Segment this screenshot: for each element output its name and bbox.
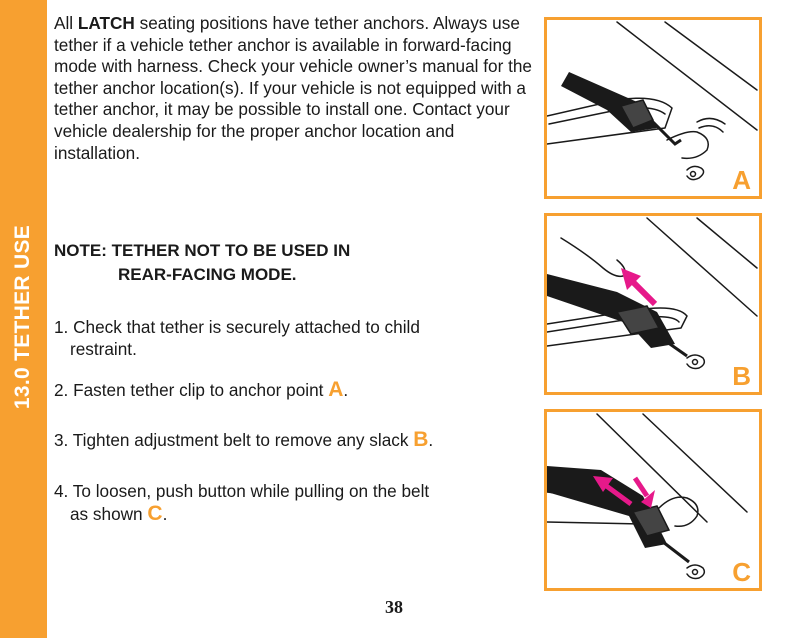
note-block [54, 239, 350, 287]
panel-b-label: B [732, 361, 751, 391]
step-2-text: 2. Fasten tether clip to anchor point [54, 380, 329, 400]
illustration-panel-c [544, 409, 762, 591]
step-3: 3. Tighten adjustment belt to remove any slack B. [54, 428, 434, 451]
intro-body: seating positions have tether anchors. Always use tether if a vehicle tether anchor is available in forward-facing mode with harness. Check your vehicle owner’s manual for the tether anchor location(s). If your vehicle is not equipped with a tether anchor, it may be possible to install one. Contact your vehicle dealership for the proper anchor location and installation. [54, 13, 532, 163]
step-4-ref: C [147, 501, 163, 525]
section-sidebar [0, 0, 47, 638]
step-1 [54, 317, 494, 360]
intro-paragraph [54, 13, 544, 164]
tether-clip-illustration [547, 20, 759, 196]
page-number: 38 [385, 597, 403, 617]
note-line-1: NOTE: TETHER NOT TO BE USED IN [54, 241, 351, 260]
step-4-text: 4. To loosen, push button while pulling on the belt [54, 481, 430, 501]
loosen-belt-illustration [547, 412, 759, 588]
illustration-panel-b [544, 213, 762, 395]
step-1-text: 1. Check that tether is securely attached to child [54, 317, 420, 337]
intro-prefix: All [54, 13, 78, 33]
step-2-ref: A [328, 378, 344, 401]
intro-bold-word: LATCH [77, 13, 135, 33]
section-title: 13.0 TETHER USE [11, 224, 34, 410]
panel-a-label: A [732, 165, 751, 195]
step-3-text: 3. Tighten adjustment belt to remove any slack [54, 430, 414, 450]
illustration-panel-a [544, 17, 762, 199]
step-4-continuation: as shown C. [70, 501, 168, 525]
step-4-cont-text: as shown [70, 503, 148, 524]
panel-c-label: C [732, 557, 751, 587]
step-4 [54, 481, 494, 525]
step-2: 2. Fasten tether clip to anchor point A. [54, 378, 349, 401]
step-1-continuation: restraint. [70, 338, 137, 359]
tighten-belt-illustration [547, 216, 759, 392]
note-line-2: REAR-FACING MODE. [118, 265, 297, 284]
step-3-ref: B [413, 428, 429, 451]
